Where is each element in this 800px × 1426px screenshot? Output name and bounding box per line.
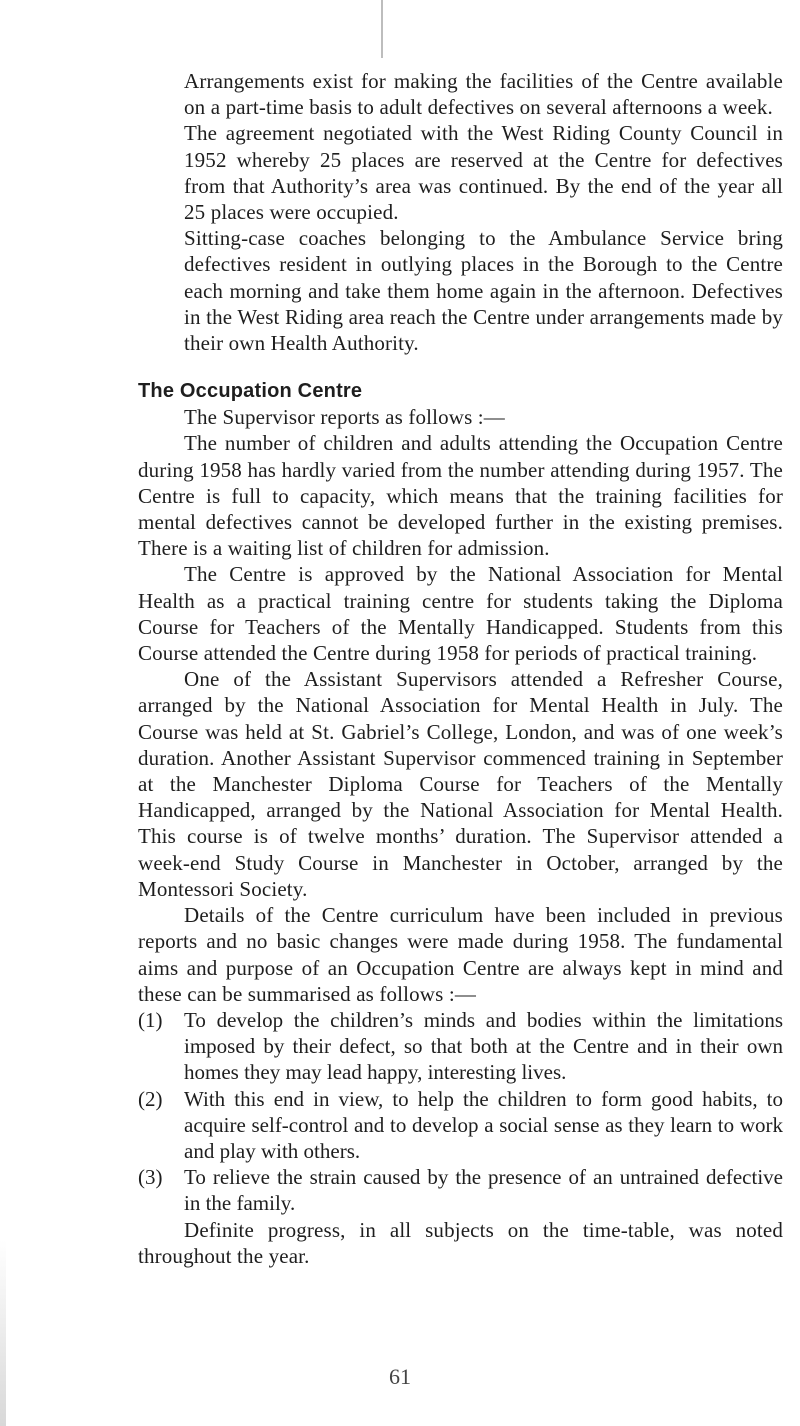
scan-mark: [381, 0, 383, 58]
aim-number: (3): [138, 1165, 163, 1190]
scan-edge-shadow: [0, 1240, 6, 1426]
intro-block: [138, 68, 783, 356]
body-paragraph: The Supervisor reports as follows :—: [184, 405, 505, 430]
document-page: [138, 68, 783, 1269]
intro-paragraph: The agreement negotiated with the West Riding County Council in 1952 whereby 25 places are reserved at the Centre for defectives from that Authority’s area was continued. By the end of the year all 25 places were occupied.: [184, 121, 783, 225]
section-heading: The Occupation Centre: [138, 380, 363, 403]
aim-number: (2): [138, 1086, 163, 1111]
body-paragraph: The number of children and adults attending the Occupation Centre during 1958 has hardly varied from the number attending during 1957. The Centre is full to capacity, which means that the training facilities for mental defectives cannot be developed further in the existing premises. There is a waiting list of children for admission.: [138, 431, 783, 561]
aim-text: To develop the children’s minds and bodies within the limitations imposed by their defect, so that both at the Centre and in their own homes they may lead happy, interesting lives.: [184, 1007, 783, 1085]
intro-paragraph: Arrangements exist for making the facilities of the Centre available on a part-time basis to adult defectives on several afternoons a week.: [184, 69, 783, 120]
closing-paragraph: Definite progress, in all subjects on the time-table, was noted throughout the year.: [138, 1217, 783, 1268]
aim-text: To relieve the strain caused by the presence of an untrained defective in the family.: [184, 1165, 783, 1216]
body-paragraph: One of the Assistant Supervisors attended a Refresher Course, arranged by the National Association for Mental Health in July. The Course was held at St. Gabriel’s College, London, and was of one week’s duration. Another Assistant Supervisor commenced training in September at the Manchester Diploma Course for Teachers of the Mentally Handicapped, arranged by the National Association for Mental Health. This course is of twelve months’ duration. The Supervisor attended a week-end Study Course in Manchester in October, arranged by the Montessori Society.: [138, 667, 783, 901]
aim-list-item: [138, 1164, 783, 1216]
aim-list-item: [138, 1086, 783, 1165]
aim-text: With this end in view, to help the children to form good habits, to acquire self-control and to develop a social sense as they learn to work and play with others.: [184, 1086, 783, 1163]
page-number: 61: [389, 1364, 411, 1389]
intro-paragraph: Sitting-case coaches belonging to the Ambulance Service bring defectives resident in outlying places in the Borough to the Centre each morning and take them home again in the afternoon. Defectives in the West Riding area reach the Centre under arrangements made by their own Health Authority.: [184, 226, 783, 356]
body-paragraph: Details of the Centre curriculum have been included in previous reports and no basic changes were made during 1958. The fundamental aims and purpose of an Occupation Centre are always kept in mind and these can be summarised as follows :—: [138, 903, 783, 1006]
body-paragraph: The Centre is approved by the National Association for Mental Health as a practical training centre for students taking the Diploma Course for Teachers of the Mentally Handicapped. Students from this Course attended the Centre during 1958 for periods of practical training.: [138, 562, 783, 666]
aim-list-item: [138, 1007, 783, 1086]
aim-number: (1): [138, 1007, 163, 1032]
